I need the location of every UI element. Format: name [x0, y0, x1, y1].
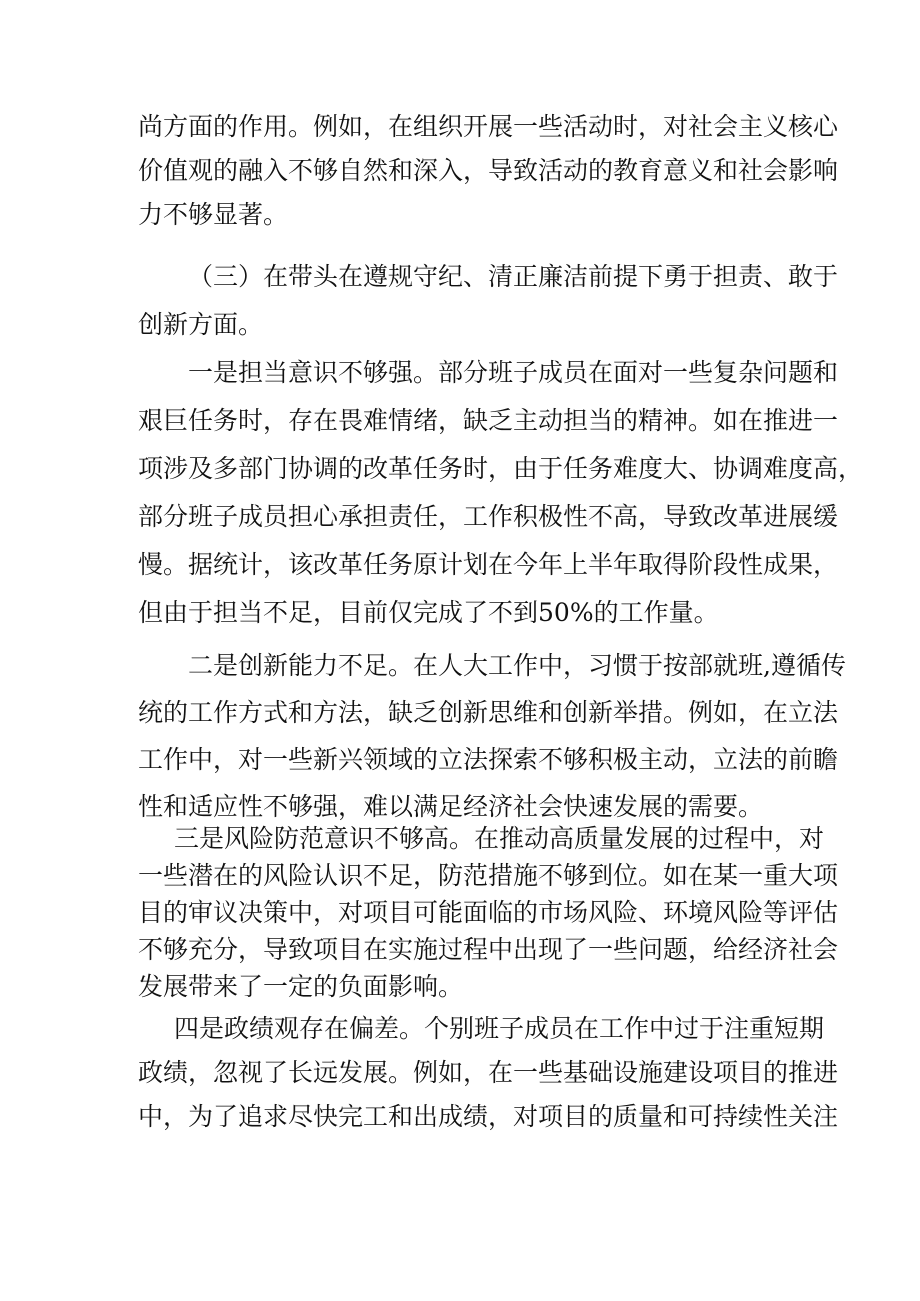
paragraph-line: 一是担当意识不够强。部分班子成员在面对一些复杂问题和: [188, 358, 839, 387]
paragraph-line: 价值观的融入不够自然和深入，导致活动的教育意义和社会影响: [138, 156, 839, 185]
paragraph-line: 尚方面的作用。例如，在组织开展一些活动时，对社会主义核心: [138, 112, 839, 141]
paragraph-line: 目的审议决策中，对项目可能面临的市场风险、环境风险等评估: [138, 898, 839, 927]
paragraph-1: [138, 105, 839, 237]
paragraph-performance: [138, 1007, 839, 1139]
paragraph-risk: [138, 820, 839, 1005]
paragraph-line: 一些潜在的风险认识不足，防范措施不够到位。如在某一重大项: [138, 861, 839, 890]
paragraph-line: 创新方面。: [138, 310, 264, 339]
paragraph-line: 统的工作方式和方法，缺乏创新思维和创新举措。例如，在立法: [138, 698, 839, 727]
paragraph-line: 部分班子成员担心承担责任，工作积极性不高，导致改革进展缓: [138, 502, 839, 531]
paragraph-line: 工作中，对一些新兴领域的立法探索不够积极主动，立法的前瞻: [138, 745, 839, 774]
paragraph-line: 政绩，忽视了长远发展。例如，在一些基础设施建设项目的推进: [138, 1058, 839, 1087]
section-heading-3: [138, 253, 839, 349]
paragraph-line: （三）在带头在遵规守纪、清正廉洁前提下勇于担责、敢于: [188, 262, 839, 291]
paragraph-innovation: [138, 642, 846, 830]
paragraph-line: 不够充分，导致项目在实施过程中出现了一些问题，给经济社会: [138, 935, 839, 964]
paragraph-line: 三是风险防范意识不够高。在推动高质量发展的过程中，对: [174, 824, 825, 853]
paragraph-line: 发展带来了一定的负面影响。: [138, 972, 464, 1001]
paragraph-line: 中，为了追求尽快完工和出成绩，对项目的质量和可持续性关注: [138, 1102, 839, 1131]
paragraph-line: 但由于担当不足，目前仅完成了不到50%的工作量。: [138, 598, 719, 627]
paragraph-line: 四是政绩观存在偏差。个别班子成员在工作中过于注重短期: [174, 1014, 825, 1043]
paragraph-line: 艰巨任务时，存在畏难情绪，缺乏主动担当的精神。如在推进一: [138, 406, 839, 435]
paragraph-line: 二是创新能力不足。在人大工作中，习惯于按部就班,遵循传: [188, 651, 846, 680]
paragraph-line: 性和适应性不够强，难以满足经济社会快速发展的需要。: [138, 792, 764, 821]
paragraph-responsibility: [138, 349, 864, 637]
paragraph-line: 力不够显著。: [138, 200, 289, 229]
paragraph-line: 项涉及多部门协调的改革任务时，由于任务难度大、协调难度高，: [138, 454, 864, 483]
paragraph-line: 慢。据统计，该改革任务原计划在今年上半年取得阶段性成果，: [138, 550, 839, 579]
